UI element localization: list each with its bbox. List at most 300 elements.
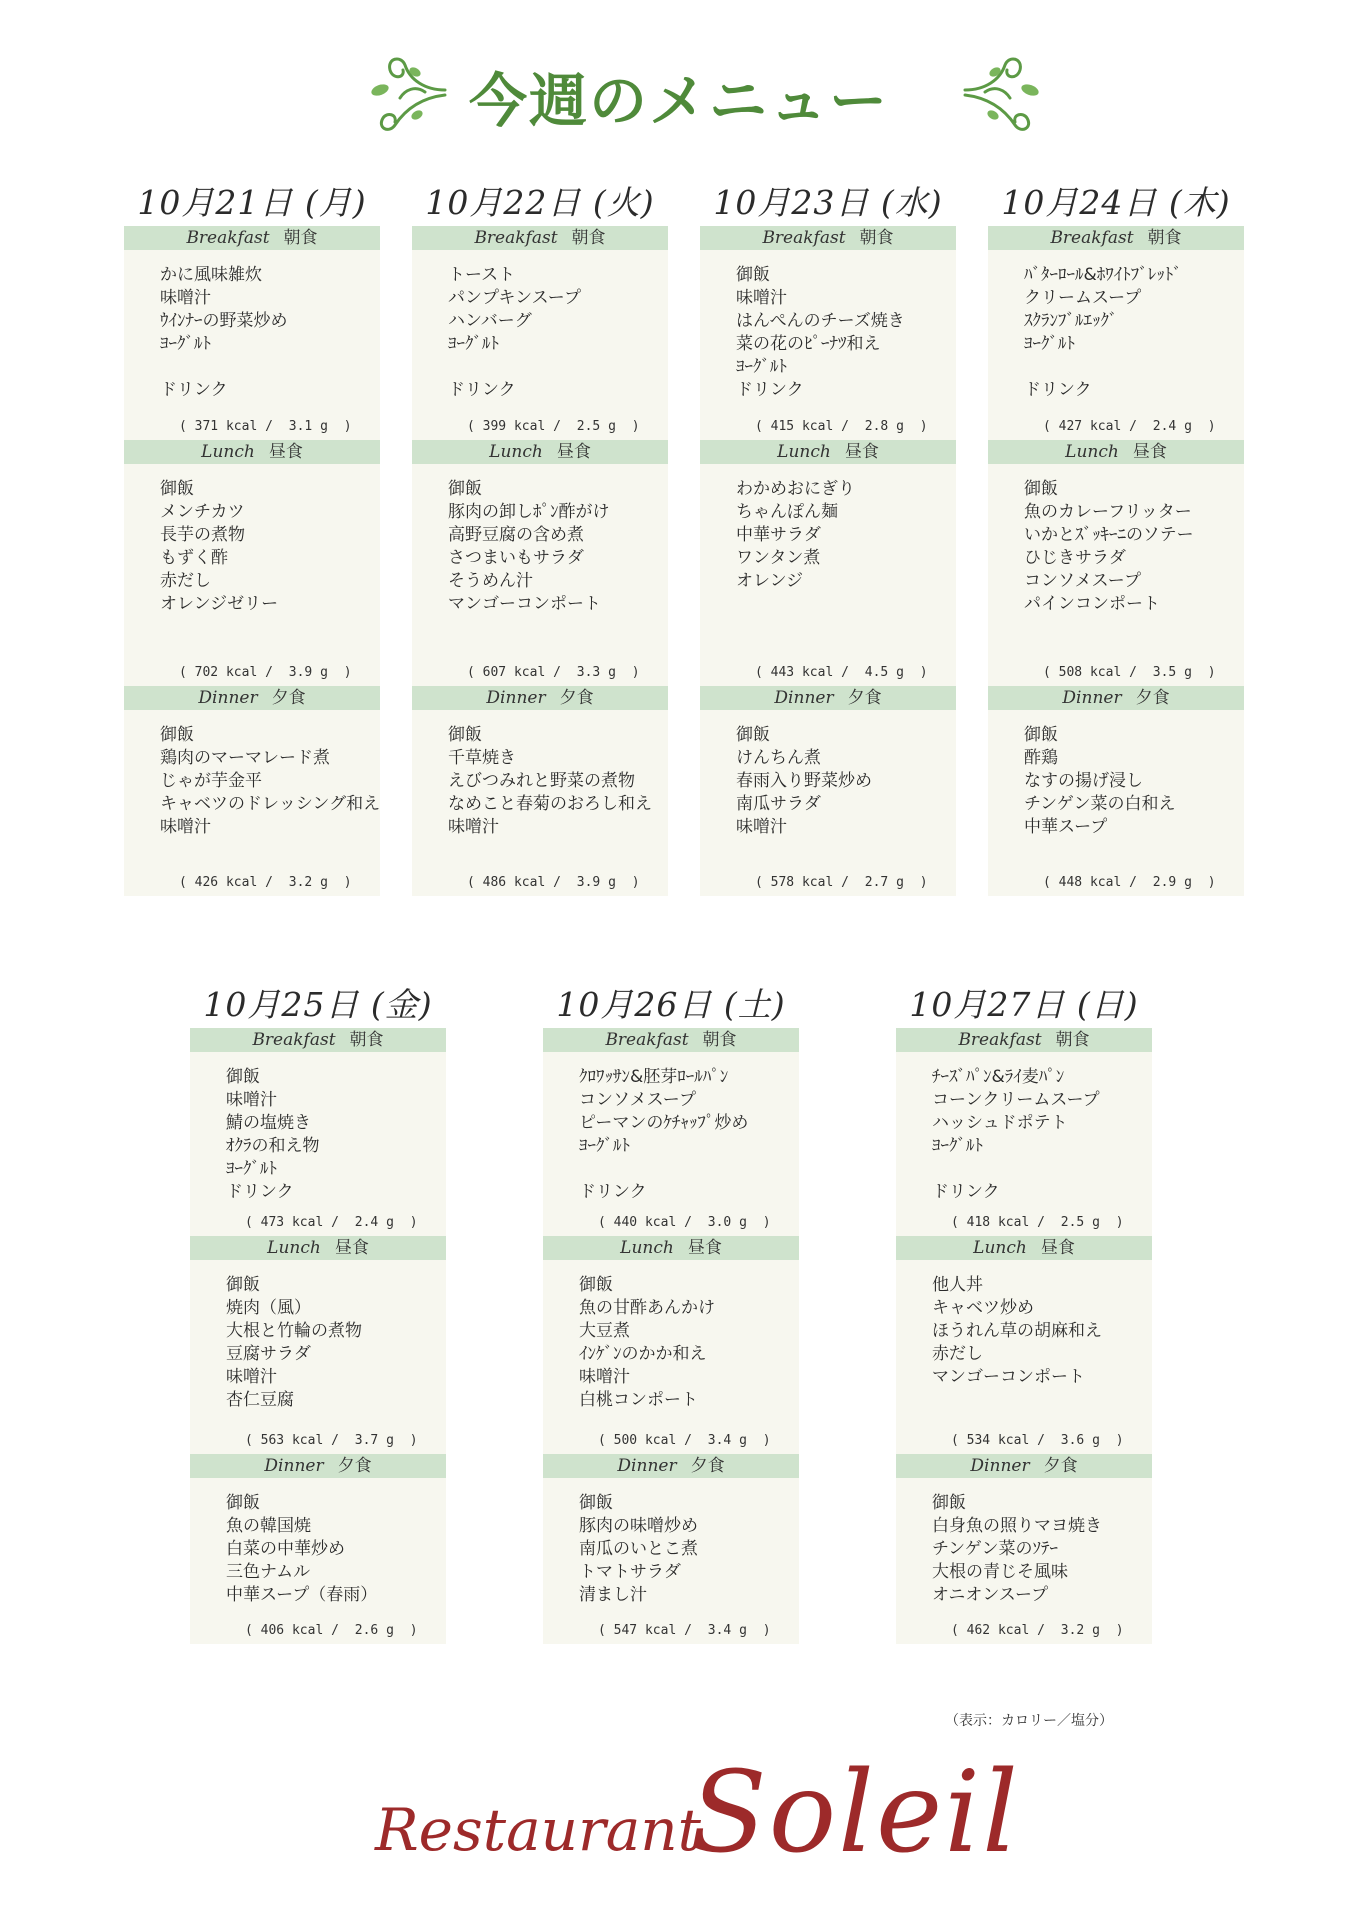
calories-value: 534 [966,1433,991,1448]
salt-value: 2.9 [1152,875,1177,890]
calories-value: 426 [194,875,219,890]
salt-value: 2.7 [864,875,889,890]
lunch-label-en: Lunch [201,442,255,462]
menu-item: 三色ナムル [226,1562,311,1582]
menu-item: ドリンク [160,380,228,400]
day-column [700,180,956,896]
day-date: 10月22日 (火) [425,183,655,222]
dinner-nutrition: ( 426 kcal / 3.2 g ) [124,870,380,896]
dinner-header [896,1454,1152,1478]
menu-item: ほうれん草の胡麻和え [932,1321,1102,1341]
dinner-header [988,686,1244,710]
calories-value: 500 [613,1433,638,1448]
menu-item: マンゴーコンポート [932,1367,1085,1387]
breakfast-label-ja: 朝食 [702,1030,737,1050]
dinner-header [190,1454,446,1478]
calories-unit: kcal [644,1623,677,1638]
day-column [190,982,446,1644]
menu-item: ｸﾛﾜｯｻﾝ&胚芽ﾛｰﾙﾊﾟﾝ [579,1067,729,1087]
calories-unit: kcal [291,1433,324,1448]
lunch-items [700,464,956,660]
calories-unit: kcal [997,1215,1030,1230]
salt-value: 3.1 [288,419,313,434]
lunch-items [190,1260,446,1428]
menu-item: 魚の韓国焼 [226,1516,311,1536]
menu-item: トマトサラダ [579,1562,681,1582]
breakfast-nutrition: ( 399 kcal / 2.5 g ) [412,414,668,440]
menu-item: 長芋の煮物 [160,525,245,545]
menu-item: わかめおにぎり [736,479,855,499]
salt-unit: g [1184,419,1192,434]
salt-value: 2.4 [1152,419,1177,434]
menu-item: えびつみれと野菜の煮物 [448,771,635,791]
menu-item: ﾖｰｸﾞﾙﾄ [448,334,499,354]
salt-unit: g [608,665,616,680]
calories-unit: kcal [513,665,546,680]
dinner-label-ja: 夕食 [337,1456,372,1476]
calories-value: 486 [482,875,507,890]
calories-unit: kcal [801,419,834,434]
lunch-label-en: Lunch [620,1238,674,1258]
menu-item: ちゃんぽん麺 [736,502,838,522]
breakfast-nutrition: ( 371 kcal / 3.1 g ) [124,414,380,440]
menu-item: 味噌汁 [226,1090,277,1110]
lunch-nutrition: ( 508 kcal / 3.5 g ) [988,660,1244,686]
calories-value: 702 [194,665,219,680]
menu-item: ﾖｰｸﾞﾙﾄ [932,1136,983,1156]
salt-value: 3.3 [576,665,601,680]
menu-item: 南瓜サラダ [736,794,821,814]
menu-item: 南瓜のいとこ煮 [579,1539,698,1559]
menu-item: 菜の花のﾋﾟｰﾅﾂ和え [736,334,881,354]
menu-item: ﾖｰｸﾞﾙﾄ [160,334,211,354]
calories-unit: kcal [291,1623,324,1638]
menu-item: 味噌汁 [448,817,499,837]
calories-value: 406 [260,1623,285,1638]
day-column [988,180,1244,896]
menu-item: ハッシュドポテト [932,1113,1068,1133]
dinner-nutrition: ( 406 kcal / 2.6 g ) [190,1618,446,1644]
calories-unit: kcal [1089,875,1122,890]
dinner-nutrition: ( 448 kcal / 2.9 g ) [988,870,1244,896]
day-column [412,180,668,896]
menu-item: ワンタン煮 [736,548,821,568]
header [0,50,1358,150]
lunch-label-en: Lunch [1065,442,1119,462]
dinner-nutrition: ( 462 kcal / 3.2 g ) [896,1618,1152,1644]
lunch-header [988,440,1244,464]
breakfast-label-en: Breakfast [1050,228,1134,248]
restaurant-name: Soleil [690,1748,1020,1878]
menu-item: 御飯 [226,1275,260,1295]
calories-unit: kcal [513,419,546,434]
breakfast-header [896,1028,1152,1052]
calories-value: 473 [260,1215,285,1230]
menu-item: ひじきサラダ [1024,548,1126,568]
breakfast-header [190,1028,446,1052]
dinner-header [412,686,668,710]
salt-unit: g [739,1215,747,1230]
salt-unit: g [386,1623,394,1638]
menu-item: 鯖の塩焼き [226,1113,311,1133]
menu-item: メンチカツ [160,502,245,522]
dinner-items [124,710,380,870]
menu-item: 魚の甘酢あんかけ [579,1298,715,1318]
salt-unit: g [608,875,616,890]
calories-value: 563 [260,1433,285,1448]
menu-item: 御飯 [736,265,770,285]
dinner-items [700,710,956,870]
salt-unit: g [320,665,328,680]
breakfast-nutrition: ( 440 kcal / 3.0 g ) [543,1210,799,1236]
menu-item: 御飯 [932,1493,966,1513]
salt-value: 3.2 [288,875,313,890]
lunch-header [124,440,380,464]
menu-item: ｲﾝｹﾞﾝのかか和え [579,1344,707,1364]
menu-item: ハンバーグ [448,311,532,331]
menu-item: 高野豆腐の含め煮 [448,525,584,545]
calories-value: 415 [770,419,795,434]
salt-value: 3.0 [707,1215,732,1230]
menu-item: 御飯 [1024,725,1058,745]
salt-value: 3.7 [354,1433,379,1448]
breakfast-items [543,1052,799,1210]
menu-item: 他人丼 [932,1275,983,1295]
calories-unit: kcal [997,1433,1030,1448]
lunch-header [896,1236,1152,1260]
lunch-label-en: Lunch [973,1238,1027,1258]
breakfast-items [190,1052,446,1210]
menu-item: マンゴーコンポート [448,594,601,614]
breakfast-label-ja: 朝食 [283,228,318,248]
menu-item: 味噌汁 [736,288,787,308]
breakfast-label-ja: 朝食 [1055,1030,1090,1050]
breakfast-header [988,226,1244,250]
lunch-items [543,1260,799,1428]
calories-unit: kcal [513,875,546,890]
menu-item: 魚のカレーフリッター [1024,502,1192,522]
breakfast-nutrition: ( 427 kcal / 2.4 g ) [988,414,1244,440]
menu-item: 中華スープ [1024,817,1108,837]
lunch-items [412,464,668,660]
menu-item: 酢鶏 [1024,748,1058,768]
menu-item: ﾖｰｸﾞﾙﾄ [1024,334,1075,354]
lunch-nutrition: ( 702 kcal / 3.9 g ) [124,660,380,686]
flourish-right-icon [955,50,1045,140]
menu-item: 大根の青じそ風味 [932,1562,1068,1582]
lunch-nutrition: ( 534 kcal / 3.6 g ) [896,1428,1152,1454]
lunch-label-ja: 昼食 [556,442,591,462]
calories-value: 448 [1058,875,1083,890]
menu-item: コーンクリームスープ [932,1090,1100,1110]
breakfast-nutrition: ( 473 kcal / 2.4 g ) [190,1210,446,1236]
salt-unit: g [1184,665,1192,680]
calories-unit: kcal [291,1215,324,1230]
dinner-items [896,1478,1152,1618]
menu-item: チンゲン菜の白和え [1024,794,1176,814]
menu-item: さつまいもサラダ [448,548,584,568]
menu-item: パンプキンスープ [448,288,581,308]
salt-unit: g [1092,1215,1100,1230]
breakfast-label-en: Breakfast [186,228,270,248]
menu-item: オレンジ [736,571,804,591]
lunch-nutrition: ( 563 kcal / 3.7 g ) [190,1428,446,1454]
menu-item: 中華スープ（春雨） [226,1585,378,1605]
calories-value: 371 [194,419,219,434]
menu-item: 杏仁豆腐 [226,1390,294,1410]
menu-item: ﾖｰｸﾞﾙﾄ [736,357,787,377]
breakfast-label-ja: 朝食 [349,1030,384,1050]
calories-value: 508 [1058,665,1083,680]
day-column [543,982,799,1644]
menu-item: キャベツ炒め [932,1298,1034,1318]
dinner-label-ja: 夕食 [1135,688,1170,708]
menu-item: 御飯 [1024,479,1058,499]
salt-unit: g [1092,1433,1100,1448]
breakfast-header [543,1028,799,1052]
day-date: 10月25日 (金) [203,985,433,1024]
breakfast-label-en: Breakfast [252,1030,336,1050]
menu-item: 御飯 [579,1275,613,1295]
salt-unit: g [1092,1623,1100,1638]
calories-unit: kcal [225,875,258,890]
salt-value: 3.2 [1060,1623,1085,1638]
lunch-header [190,1236,446,1260]
dinner-header [543,1454,799,1478]
menu-item: 御飯 [579,1493,613,1513]
menu-item: ｽｸﾗﾝﾌﾞﾙｴｯｸﾞ [1024,311,1118,331]
menu-item: 清まし汁 [579,1585,647,1605]
menu-item: 焼肉（風） [226,1298,311,1318]
lunch-label-ja: 昼食 [1132,442,1167,462]
day-date: 10月21日 (月) [137,183,367,222]
lunch-label-ja: 昼食 [1040,1238,1075,1258]
menu-item: 千草焼き [448,748,516,768]
menu-item: もずく酢 [160,548,228,568]
menu-item: 御飯 [160,479,194,499]
dinner-nutrition: ( 486 kcal / 3.9 g ) [412,870,668,896]
menu-item: ｳｲﾝﾅｰの野菜炒め [160,311,288,331]
day-date: 10月27日 (日) [909,985,1139,1024]
menu-item: 中華サラダ [736,525,821,545]
calories-unit: kcal [997,1623,1030,1638]
salt-value: 4.5 [864,665,889,680]
salt-unit: g [386,1215,394,1230]
menu-item: ﾁｰｽﾞﾊﾟﾝ&ﾗｲ麦ﾊﾟﾝ [932,1067,1065,1087]
menu-item: 御飯 [448,479,482,499]
salt-unit: g [739,1433,747,1448]
lunch-items [988,464,1244,660]
dinner-label-ja: 夕食 [1043,1456,1078,1476]
breakfast-header [124,226,380,250]
breakfast-nutrition: ( 415 kcal / 2.8 g ) [700,414,956,440]
menu-item: 大豆煮 [579,1321,630,1341]
dinner-header [700,686,956,710]
menu-item [579,1158,799,1181]
calories-unit: kcal [1089,419,1122,434]
salt-value: 3.4 [707,1433,732,1448]
footer [0,1748,1358,1878]
breakfast-header [412,226,668,250]
breakfast-label-en: Breakfast [474,228,558,248]
menu-item: 豚肉の味噌炒め [579,1516,698,1536]
menu-item: 味噌汁 [160,817,211,837]
dinner-label-en: Dinner [1062,688,1122,708]
lunch-items [896,1260,1152,1428]
breakfast-label-en: Breakfast [762,228,846,248]
menu-item: キャベツのドレッシング和え [160,794,381,814]
lunch-label-ja: 昼食 [268,442,303,462]
menu-item [932,1158,1152,1181]
menu-item: 大根と竹輪の煮物 [226,1321,362,1341]
day-column [896,982,1152,1644]
calories-unit: kcal [1089,665,1122,680]
menu-item: 赤だし [932,1344,983,1364]
menu-item: オレンジゼリー [160,594,279,614]
lunch-header [700,440,956,464]
menu-item: 御飯 [448,725,482,745]
day-date: 10月24日 (木) [1001,183,1231,222]
breakfast-items [988,250,1244,414]
dinner-label-ja: 夕食 [847,688,882,708]
lunch-nutrition: ( 607 kcal / 3.3 g ) [412,660,668,686]
dinner-header [124,686,380,710]
lunch-label-ja: 昼食 [844,442,879,462]
menu-item: ドリンク [932,1182,1000,1202]
menu-item: かに風味雑炊 [160,265,262,285]
dinner-items [190,1478,446,1618]
menu-item: なすの揚げ浸し [1024,771,1143,791]
menu-item: ドリンク [736,380,804,400]
salt-unit: g [320,419,328,434]
breakfast-label-en: Breakfast [958,1030,1042,1050]
lunch-label-en: Lunch [267,1238,321,1258]
menu-item: けんちん煮 [736,748,821,768]
menu-item: 味噌汁 [736,817,787,837]
menu-item: 豆腐サラダ [226,1344,311,1364]
day-date: 10月23日 (水) [713,183,943,222]
calories-unit: kcal [644,1215,677,1230]
lunch-items [124,464,380,660]
dinner-label-en: Dinner [970,1456,1030,1476]
dinner-label-ja: 夕食 [690,1456,725,1476]
lunch-nutrition: ( 500 kcal / 3.4 g ) [543,1428,799,1454]
menu-item: コンソメスープ [1024,571,1141,591]
calories-value: 578 [770,875,795,890]
menu-item: 御飯 [736,725,770,745]
menu-item: コンソメスープ [579,1090,696,1110]
menu-item: ﾖｰｸﾞﾙﾄ [579,1136,630,1156]
menu-item [160,356,380,379]
dinner-label-en: Dinner [198,688,258,708]
menu-item: 赤だし [160,571,211,591]
menu-item: ドリンク [579,1182,647,1202]
salt-unit: g [1184,875,1192,890]
menu-item: 御飯 [226,1493,260,1513]
salt-value: 3.4 [707,1623,732,1638]
calories-unit: kcal [225,419,258,434]
calories-value: 547 [613,1623,638,1638]
calories-value: 399 [482,419,507,434]
breakfast-label-en: Breakfast [605,1030,689,1050]
menu-item: 春雨入り野菜炒め [736,771,872,791]
lunch-label-en: Lunch [777,442,831,462]
salt-value: 2.4 [354,1215,379,1230]
calories-unit: kcal [644,1433,677,1448]
calories-unit: kcal [225,665,258,680]
menu-item: ﾖｰｸﾞﾙﾄ [226,1159,277,1179]
menu-item: トースト [448,265,516,285]
menu-item: なめこと春菊のおろし和え [448,794,652,814]
menu-item: 白身魚の照りマヨ焼き [932,1516,1102,1536]
menu-item [448,356,668,379]
lunch-label-ja: 昼食 [687,1238,722,1258]
salt-unit: g [320,875,328,890]
salt-unit: g [386,1433,394,1448]
menu-item: 味噌汁 [160,288,211,308]
salt-value: 2.5 [1060,1215,1085,1230]
lunch-label-en: Lunch [489,442,543,462]
menu-item: ドリンク [1024,380,1092,400]
calories-unit: kcal [801,665,834,680]
lunch-header [412,440,668,464]
menu-item: 味噌汁 [579,1367,630,1387]
salt-value: 3.5 [1152,665,1177,680]
dinner-nutrition: ( 547 kcal / 3.4 g ) [543,1618,799,1644]
dinner-items [543,1478,799,1618]
nutrition-legend: （表示：カロリー／塩分） [945,1713,1113,1729]
menu-item: ドリンク [226,1182,294,1202]
menu-item: 豚肉の卸しﾎﾟﾝ酢がけ [448,502,610,522]
calories-value: 427 [1058,419,1083,434]
menu-item: ﾊﾞﾀｰﾛｰﾙ&ﾎﾜｲﾄﾌﾞﾚｯﾄﾞ [1024,265,1182,285]
dinner-nutrition: ( 578 kcal / 2.7 g ) [700,870,956,896]
breakfast-items [896,1052,1152,1210]
menu-item: ピーマンのｹﾁｬｯﾌﾟ炒め [579,1113,749,1133]
dinner-label-ja: 夕食 [271,688,306,708]
salt-unit: g [896,665,904,680]
menu-item: チンゲン菜のｿﾃｰ [932,1539,1058,1559]
lunch-label-ja: 昼食 [334,1238,369,1258]
breakfast-label-ja: 朝食 [571,228,606,248]
menu-item: 御飯 [226,1067,260,1087]
breakfast-label-ja: 朝食 [859,228,894,248]
salt-unit: g [739,1623,747,1638]
salt-unit: g [608,419,616,434]
lunch-header [543,1236,799,1260]
breakfast-nutrition: ( 418 kcal / 2.5 g ) [896,1210,1152,1236]
dinner-label-en: Dinner [264,1456,324,1476]
salt-value: 3.9 [288,665,313,680]
salt-value: 3.6 [1060,1433,1085,1448]
breakfast-label-ja: 朝食 [1147,228,1182,248]
salt-value: 2.8 [864,419,889,434]
dinner-items [988,710,1244,870]
calories-unit: kcal [801,875,834,890]
breakfast-header [700,226,956,250]
menu-item: 鶏肉のマーマレード煮 [160,748,330,768]
breakfast-items [700,250,956,414]
salt-unit: g [896,419,904,434]
dinner-items [412,710,668,870]
calories-value: 443 [770,665,795,680]
dinner-label-en: Dinner [774,688,834,708]
dinner-label-en: Dinner [617,1456,677,1476]
menu-item [1024,356,1244,379]
salt-value: 3.9 [576,875,601,890]
menu-item: オニオンスープ [932,1585,1049,1605]
page-title: 今週のメニュー [468,67,889,135]
